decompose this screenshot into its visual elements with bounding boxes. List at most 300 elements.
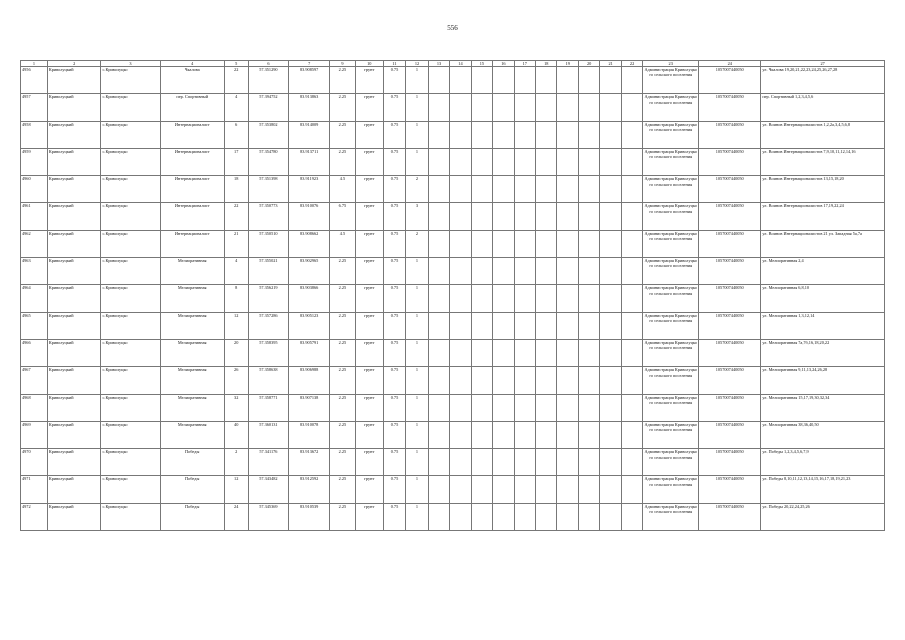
street-cell: Интернационалист [160, 230, 224, 257]
row-number: 4959 [21, 148, 48, 175]
empty-cell [493, 503, 514, 530]
table-row [21, 394, 885, 421]
district-cell: Криволуцкий [47, 176, 101, 203]
empty-cell [578, 394, 599, 421]
house-cell: 12 [224, 312, 248, 339]
street-cell: Победы [160, 449, 224, 476]
ogrn-cell: 1057007440050 [699, 449, 761, 476]
street-cell: Мелиоративная [160, 394, 224, 421]
empty-cell [428, 421, 449, 448]
empty-cell [450, 94, 471, 121]
column-header: 18 [536, 61, 557, 67]
empty-cell [471, 312, 492, 339]
house-cell: 4 [224, 94, 248, 121]
empty-cell [514, 367, 535, 394]
empty-cell [450, 285, 471, 312]
volume-cell: 0.75 [383, 285, 406, 312]
empty-cell [450, 121, 471, 148]
street-cell: Интернационалист [160, 121, 224, 148]
count-cell: 3 [406, 203, 429, 230]
settlement-cell: с.Криволуцко [101, 94, 160, 121]
organization-cell: Администрация Криволуцкого сельского поселения [643, 421, 699, 448]
longitude-cell: 83.913672 [289, 449, 330, 476]
empty-cell [536, 367, 557, 394]
empty-cell [493, 421, 514, 448]
table-row [21, 230, 885, 257]
empty-cell [493, 230, 514, 257]
address-cell: ул. Победы 1,2,3,4,5,6,7,9 [761, 449, 885, 476]
latitude-cell: 57.354780 [248, 148, 289, 175]
settlement-cell: с.Криволуцко [101, 258, 160, 285]
settlement-cell: с.Криволуцко [101, 121, 160, 148]
ogrn-cell: 1057007440050 [699, 67, 761, 94]
table-row [21, 176, 885, 203]
district-cell: Криволуцкий [47, 339, 101, 366]
empty-cell [600, 230, 621, 257]
empty-cell [536, 176, 557, 203]
address-cell: ул. Чкалова 19,20,21,22,23,24,25,26,27,28 [761, 67, 885, 94]
ogrn-cell: 1057007440050 [699, 285, 761, 312]
empty-cell [471, 476, 492, 503]
ogrn-cell: 1057007440050 [699, 230, 761, 257]
empty-cell [471, 394, 492, 421]
latitude-cell: 57.341176 [248, 449, 289, 476]
empty-cell [600, 176, 621, 203]
empty-cell [600, 449, 621, 476]
empty-cell [536, 503, 557, 530]
empty-cell [493, 258, 514, 285]
count-cell: 1 [406, 449, 429, 476]
empty-cell [514, 67, 535, 94]
area-cell: 2.25 [330, 148, 356, 175]
count-cell: 1 [406, 67, 429, 94]
empty-cell [536, 258, 557, 285]
page-number: 556 [447, 24, 458, 32]
empty-cell [450, 449, 471, 476]
settlement-cell: с.Криволуцко [101, 503, 160, 530]
empty-cell [450, 339, 471, 366]
organization-cell: Администрация Криволуцкого сельского поселения [643, 476, 699, 503]
surface-cell: грунт [355, 121, 383, 148]
table-row [21, 367, 885, 394]
empty-cell [557, 449, 578, 476]
empty-cell [621, 285, 642, 312]
empty-cell [428, 258, 449, 285]
empty-cell [428, 148, 449, 175]
empty-cell [600, 339, 621, 366]
empty-cell [514, 394, 535, 421]
empty-cell [557, 476, 578, 503]
empty-cell [557, 339, 578, 366]
row-number: 4966 [21, 339, 48, 366]
district-cell: Криволуцкий [47, 148, 101, 175]
empty-cell [621, 230, 642, 257]
empty-cell [514, 94, 535, 121]
empty-cell [557, 230, 578, 257]
area-cell: 4.5 [330, 230, 356, 257]
empty-cell [493, 67, 514, 94]
surface-cell: грунт [355, 476, 383, 503]
empty-cell [621, 503, 642, 530]
house-cell: 24 [224, 503, 248, 530]
empty-cell [536, 230, 557, 257]
empty-cell [514, 258, 535, 285]
ogrn-cell: 1057007440050 [699, 148, 761, 175]
row-number: 4964 [21, 285, 48, 312]
column-header: 3 [101, 61, 160, 67]
volume-cell: 0.75 [383, 230, 406, 257]
empty-cell [578, 476, 599, 503]
empty-cell [557, 148, 578, 175]
column-header: 5 [224, 61, 248, 67]
ogrn-cell: 1057007440050 [699, 339, 761, 366]
volume-cell: 0.75 [383, 503, 406, 530]
house-cell: 12 [224, 476, 248, 503]
empty-cell [600, 94, 621, 121]
empty-cell [578, 203, 599, 230]
area-cell: 2.25 [330, 421, 356, 448]
empty-cell [578, 285, 599, 312]
house-cell: 8 [224, 285, 248, 312]
empty-cell [578, 421, 599, 448]
latitude-cell: 57.356219 [248, 285, 289, 312]
latitude-cell: 57.351290 [248, 67, 289, 94]
column-header: 15 [471, 61, 492, 67]
empty-cell [557, 258, 578, 285]
empty-cell [557, 203, 578, 230]
empty-cell [450, 203, 471, 230]
district-cell: Криволуцкий [47, 67, 101, 94]
organization-cell: Администрация Криволуцкого сельского поселения [643, 449, 699, 476]
area-cell: 2.25 [330, 503, 356, 530]
empty-cell [471, 285, 492, 312]
empty-cell [493, 121, 514, 148]
street-cell: Победы [160, 503, 224, 530]
column-header: 22 [621, 61, 642, 67]
empty-cell [493, 94, 514, 121]
empty-cell [578, 176, 599, 203]
register-table [20, 60, 885, 531]
area-cell: 2.25 [330, 449, 356, 476]
longitude-cell: 83.910539 [289, 503, 330, 530]
empty-cell [600, 258, 621, 285]
empty-cell [600, 367, 621, 394]
longitude-cell: 83.913863 [289, 94, 330, 121]
organization-cell: Администрация Криволуцкого сельского поселения [643, 285, 699, 312]
empty-cell [621, 394, 642, 421]
column-header: 13 [428, 61, 449, 67]
empty-cell [450, 394, 471, 421]
empty-cell [578, 312, 599, 339]
table-row [21, 258, 885, 285]
surface-cell: грунт [355, 94, 383, 121]
row-number: 4961 [21, 203, 48, 230]
empty-cell [471, 339, 492, 366]
empty-cell [493, 285, 514, 312]
latitude-cell: 57.350773 [248, 203, 289, 230]
count-cell: 1 [406, 339, 429, 366]
district-cell: Криволуцкий [47, 476, 101, 503]
table-row [21, 148, 885, 175]
district-cell: Криволуцкий [47, 503, 101, 530]
volume-cell: 0.75 [383, 421, 406, 448]
ogrn-cell: 1057007440050 [699, 203, 761, 230]
house-cell: 32 [224, 394, 248, 421]
empty-cell [514, 312, 535, 339]
surface-cell: грунт [355, 176, 383, 203]
table-row [21, 503, 885, 530]
ogrn-cell: 1057007440050 [699, 503, 761, 530]
volume-cell: 0.75 [383, 476, 406, 503]
settlement-cell: с.Криволуцко [101, 176, 160, 203]
empty-cell [578, 503, 599, 530]
empty-cell [600, 203, 621, 230]
row-number: 4969 [21, 421, 48, 448]
district-cell: Криволуцкий [47, 285, 101, 312]
empty-cell [536, 67, 557, 94]
empty-cell [450, 176, 471, 203]
settlement-cell: с.Криволуцко [101, 394, 160, 421]
longitude-cell: 83.907138 [289, 394, 330, 421]
area-cell: 2.25 [330, 67, 356, 94]
address-cell: ул. Мелиоративная 38,36,40,50 [761, 421, 885, 448]
surface-cell: грунт [355, 312, 383, 339]
empty-cell [536, 421, 557, 448]
row-number: 4971 [21, 476, 48, 503]
empty-cell [621, 121, 642, 148]
empty-cell [471, 67, 492, 94]
empty-cell [557, 94, 578, 121]
empty-cell [578, 148, 599, 175]
empty-cell [514, 503, 535, 530]
empty-cell [471, 121, 492, 148]
empty-cell [450, 230, 471, 257]
empty-cell [557, 176, 578, 203]
empty-cell [600, 121, 621, 148]
column-header: 24 [699, 61, 761, 67]
empty-cell [514, 449, 535, 476]
house-cell: 26 [224, 367, 248, 394]
empty-cell [578, 258, 599, 285]
house-cell: 21 [224, 230, 248, 257]
empty-cell [493, 203, 514, 230]
empty-cell [428, 203, 449, 230]
district-cell: Криволуцкий [47, 421, 101, 448]
latitude-cell: 57.355021 [248, 258, 289, 285]
empty-cell [493, 367, 514, 394]
empty-cell [536, 476, 557, 503]
empty-cell [621, 449, 642, 476]
settlement-cell: с.Криволуцко [101, 148, 160, 175]
surface-cell: грунт [355, 421, 383, 448]
empty-cell [450, 367, 471, 394]
empty-cell [557, 67, 578, 94]
area-cell: 4.5 [330, 176, 356, 203]
ogrn-cell: 1057007440050 [699, 121, 761, 148]
empty-cell [536, 339, 557, 366]
empty-cell [493, 339, 514, 366]
empty-cell [514, 339, 535, 366]
column-header: 7 [289, 61, 330, 67]
empty-cell [600, 67, 621, 94]
organization-cell: Администрация Криволуцкого сельского поселения [643, 176, 699, 203]
empty-cell [428, 285, 449, 312]
settlement-cell: с.Криволуцко [101, 449, 160, 476]
district-cell: Криволуцкий [47, 367, 101, 394]
empty-cell [493, 176, 514, 203]
empty-cell [471, 176, 492, 203]
column-header: 14 [450, 61, 471, 67]
empty-cell [621, 94, 642, 121]
area-cell: 2.25 [330, 312, 356, 339]
house-cell: 22 [224, 203, 248, 230]
table-row [21, 312, 885, 339]
settlement-cell: с.Криволуцко [101, 421, 160, 448]
column-header: 27 [761, 61, 885, 67]
street-cell: пер. Спортивный [160, 94, 224, 121]
district-cell: Криволуцкий [47, 203, 101, 230]
column-header: 6 [248, 61, 289, 67]
empty-cell [514, 176, 535, 203]
street-cell: Мелиоративная [160, 258, 224, 285]
empty-cell [578, 449, 599, 476]
empty-cell [428, 176, 449, 203]
latitude-cell: 57.343482 [248, 476, 289, 503]
volume-cell: 0.75 [383, 67, 406, 94]
volume-cell: 0.75 [383, 312, 406, 339]
empty-cell [428, 94, 449, 121]
row-number: 4968 [21, 394, 48, 421]
area-cell: 2.25 [330, 476, 356, 503]
empty-cell [557, 312, 578, 339]
volume-cell: 0.75 [383, 94, 406, 121]
table-row [21, 285, 885, 312]
empty-cell [450, 258, 471, 285]
settlement-cell: с.Криволуцко [101, 230, 160, 257]
count-cell: 1 [406, 148, 429, 175]
ogrn-cell: 1057007440050 [699, 94, 761, 121]
surface-cell: грунт [355, 285, 383, 312]
longitude-cell: 83.905123 [289, 312, 330, 339]
column-header: 16 [493, 61, 514, 67]
empty-cell [450, 503, 471, 530]
district-cell: Криволуцкий [47, 449, 101, 476]
ogrn-cell: 1057007440050 [699, 394, 761, 421]
settlement-cell: с.Криволуцко [101, 67, 160, 94]
row-number: 4963 [21, 258, 48, 285]
empty-cell [536, 94, 557, 121]
row-number: 4965 [21, 312, 48, 339]
longitude-cell: 83.903866 [289, 285, 330, 312]
empty-cell [557, 121, 578, 148]
address-cell: ул. Мелиоративная 9,11,13,24,26,28 [761, 367, 885, 394]
area-cell: 2.25 [330, 285, 356, 312]
street-cell: Победы [160, 476, 224, 503]
column-header: 9 [330, 61, 356, 67]
organization-cell: Администрация Криволуцкого сельского поселения [643, 367, 699, 394]
empty-cell [557, 503, 578, 530]
volume-cell: 0.75 [383, 203, 406, 230]
empty-cell [450, 421, 471, 448]
longitude-cell: 83.910076 [289, 203, 330, 230]
row-number: 4958 [21, 121, 48, 148]
house-cell: 2 [224, 449, 248, 476]
empty-cell [428, 476, 449, 503]
latitude-cell: 57.353802 [248, 121, 289, 148]
organization-cell: Администрация Криволуцкого сельского поселения [643, 148, 699, 175]
organization-cell: Администрация Криволуцкого сельского поселения [643, 121, 699, 148]
address-cell: ул. Мелиоративная 15,17,19,30,32,34 [761, 394, 885, 421]
street-cell: Интернационалист [160, 203, 224, 230]
column-header: 19 [557, 61, 578, 67]
address-cell: ул. Воинов Интернационалистов 7,9,10,11,12,14,16 [761, 148, 885, 175]
empty-cell [514, 476, 535, 503]
empty-cell [600, 476, 621, 503]
area-cell: 6.75 [330, 203, 356, 230]
volume-cell: 0.75 [383, 394, 406, 421]
empty-cell [450, 476, 471, 503]
column-header: 20 [578, 61, 599, 67]
empty-cell [600, 394, 621, 421]
organization-cell: Администрация Криволуцкого сельского поселения [643, 258, 699, 285]
district-cell: Криволуцкий [47, 258, 101, 285]
surface-cell: грунт [355, 148, 383, 175]
house-cell: 40 [224, 421, 248, 448]
row-number: 4960 [21, 176, 48, 203]
longitude-cell: 83.905791 [289, 339, 330, 366]
ogrn-cell: 1057007440050 [699, 258, 761, 285]
empty-cell [428, 367, 449, 394]
row-number: 4970 [21, 449, 48, 476]
street-cell: Мелиоративная [160, 285, 224, 312]
empty-cell [621, 367, 642, 394]
address-cell: ул. Воинов Интернационалистов 21 ул. Западная 5а,7а [761, 230, 885, 257]
area-cell: 2.25 [330, 339, 356, 366]
house-cell: 4 [224, 258, 248, 285]
longitude-cell: 83.912592 [289, 476, 330, 503]
organization-cell: Администрация Криволуцкого сельского поселения [643, 312, 699, 339]
address-cell: ул. Воинов Интернационалистов 1,2,2а,3,4,5,6,8 [761, 121, 885, 148]
empty-cell [471, 258, 492, 285]
empty-cell [493, 148, 514, 175]
house-cell: 18 [224, 176, 248, 203]
area-cell: 2.25 [330, 394, 356, 421]
empty-cell [493, 394, 514, 421]
area-cell: 2.25 [330, 367, 356, 394]
address-cell: ул. Победы 8,10,11,12,13,14,15,16,17,18,19,21,23 [761, 476, 885, 503]
address-cell: ул. Мелиоративная 6,8,10 [761, 285, 885, 312]
empty-cell [493, 312, 514, 339]
surface-cell: грунт [355, 367, 383, 394]
ogrn-cell: 1057007440050 [699, 312, 761, 339]
table-row [21, 203, 885, 230]
volume-cell: 0.75 [383, 258, 406, 285]
address-cell: ул. Мелиоративная 1,3,12,14 [761, 312, 885, 339]
table-row [21, 121, 885, 148]
empty-cell [536, 285, 557, 312]
empty-cell [600, 503, 621, 530]
address-cell: пер. Спортивный 1,2,3,4,5,6 [761, 94, 885, 121]
volume-cell: 0.75 [383, 148, 406, 175]
empty-cell [471, 503, 492, 530]
settlement-cell: с.Криволуцко [101, 367, 160, 394]
empty-cell [514, 121, 535, 148]
column-header: 4 [160, 61, 224, 67]
empty-cell [536, 203, 557, 230]
empty-cell [621, 148, 642, 175]
address-cell: ул. Воинов Интернационалистов 13,15,18,20 [761, 176, 885, 203]
settlement-cell: с.Криволуцко [101, 203, 160, 230]
